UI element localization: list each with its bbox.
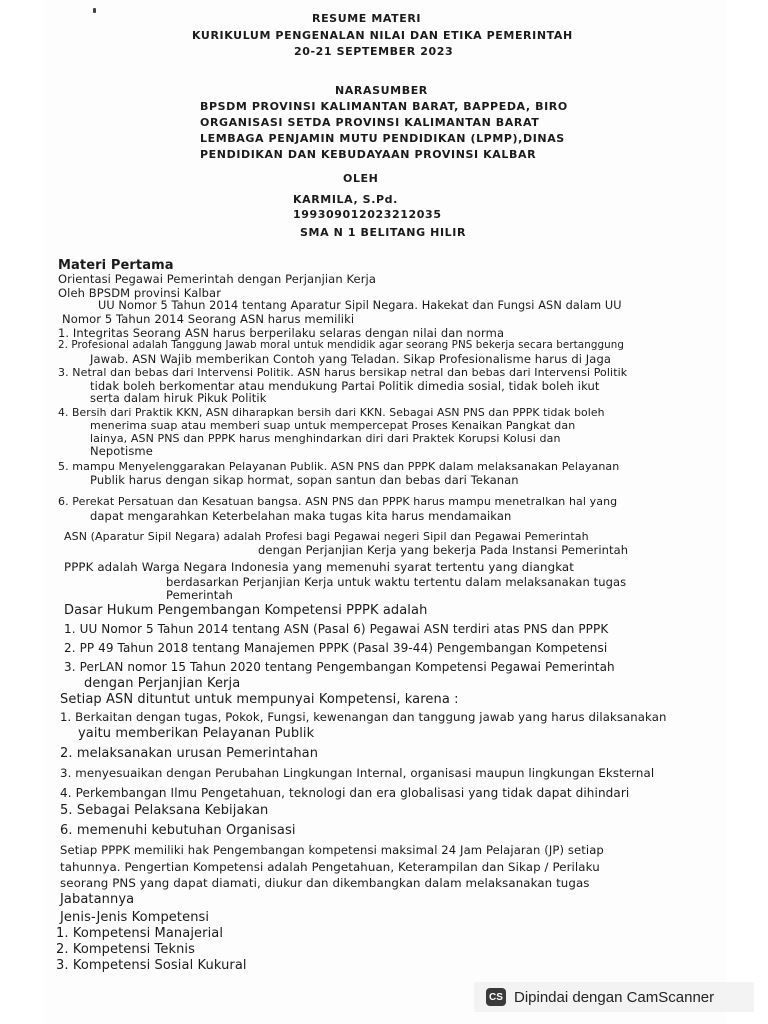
list-item: 3. Netral dan bebas dari Intervensi Politik. ASN harus bersikap netral dan bebas dari Intervensi Politik bbox=[58, 366, 628, 379]
camscanner-logo-icon: CS bbox=[486, 988, 506, 1006]
text-line: serta dalam hiruk Pikuk Politik bbox=[90, 391, 267, 405]
list-item: 4. Perkembangan Ilmu Pengetahuan, teknologi dan era globalisasi yang tidak dapat dihindari bbox=[60, 786, 630, 800]
list-item: 5. mampu Menyelenggarakan Pelayanan Publik. ASN PNS dan PPPK dalam melaksanakan Pelayanan bbox=[58, 460, 620, 473]
list-item: 4. Bersih dari Praktik KKN, ASN diharapkan bersih dari KKN. Sebagai ASN PNS dan PPPK tidak boleh bbox=[58, 406, 605, 419]
list-item: 3. Kompetensi Sosial Kukural bbox=[56, 958, 247, 973]
list-item: 3. menyesuaikan dengan Perubahan Lingkungan Internal, organisasi maupun lingkungan Eksternal bbox=[60, 766, 655, 780]
text-line: UU Nomor 5 Tahun 2014 tentang Aparatur Sipil Negara. Hakekat dan Fungsi ASN dalam UU bbox=[98, 299, 622, 312]
document-subtitle: KURIKULUM PENGENALAN NILAI DAN ETIKA PEMERINTAH bbox=[192, 29, 573, 42]
list-item: 5. Sebagai Pelaksana Kebijakan bbox=[60, 803, 269, 818]
text-line: tahunnya. Pengertian Kompetensi adalah Pengetahuan, Keterampilan dan Sikap / Perilaku bbox=[60, 860, 600, 874]
list-item: 2. melaksanakan urusan Pemerintahan bbox=[60, 746, 319, 761]
list-item: 1. Integritas Seorang ASN harus berperilaku selaras dengan nilai dan norma bbox=[58, 326, 505, 340]
narasumber-heading: NARASUMBER bbox=[335, 84, 428, 97]
document-date: 20-21 SEPTEMBER 2023 bbox=[294, 45, 454, 58]
text-line: Jawab. ASN Wajib memberikan Contoh yang Teladan. Sikap Profesionalisme harus di Jaga bbox=[90, 352, 611, 366]
author-name: KARMILA, S.Pd. bbox=[293, 193, 398, 206]
narasumber-line: PENDIDIKAN DAN KEBUDAYAAN PROVINSI KALBAR bbox=[200, 148, 537, 161]
ink-mark bbox=[93, 8, 96, 13]
camscanner-watermark bbox=[474, 982, 754, 1012]
section-heading: Setiap ASN dituntut untuk mempunyai Kompetensi, karena : bbox=[60, 692, 459, 707]
list-item: 3. PerLAN nomor 15 Tahun 2020 tentang Pengembangan Kompetensi Pegawai Pemerintah bbox=[64, 660, 615, 674]
text-line: tidak boleh berkomentar atau mendukung Partai Politik dimedia sosial, tidak boleh ikut bbox=[90, 379, 600, 393]
list-item: 1. Berkaitan dengan tugas, Pokok, Fungsi, kewenangan dan tanggung jawab yang harus dilaksanakan bbox=[60, 710, 667, 724]
text-line: Oleh BPSDM provinsi Kalbar bbox=[58, 286, 222, 300]
text-line: dapat mengarahkan Keterbelahan maka tugas kita harus mendamaikan bbox=[90, 509, 512, 523]
author-nip: 199309012023212035 bbox=[293, 208, 442, 221]
document-title: RESUME MATERI bbox=[312, 12, 422, 25]
list-item: 2. Kompetensi Teknis bbox=[56, 942, 196, 957]
text-line: lainya, ASN PNS dan PPPK harus menghindarkan diri dari Praktek Korupsi Kolusi dan bbox=[90, 432, 561, 445]
definition-line: PPPK adalah Warga Negara Indonesia yang memenuhi syarat tertentu yang diangkat bbox=[64, 560, 574, 574]
section-heading: Dasar Hukum Pengembangan Kompetensi PPPK adalah bbox=[64, 603, 428, 618]
oleh-label: OLEH bbox=[343, 172, 379, 185]
list-item: 1. UU Nomor 5 Tahun 2014 tentang ASN (Pasal 6) Pegawai ASN terdiri atas PNS dan PPPK bbox=[64, 622, 609, 636]
text-line: Publik harus dengan sikap hormat, sopan santun dan bebas dari Tekanan bbox=[90, 473, 519, 487]
text-line: Pemerintah bbox=[166, 588, 233, 602]
text-line: yaitu memberikan Pelayanan Publik bbox=[78, 726, 315, 741]
text-line: Jabatannya bbox=[60, 892, 135, 907]
text-line: dengan Perjanjian Kerja yang bekerja Pada Instansi Pemerintah bbox=[258, 543, 629, 557]
definition-line: ASN (Aparatur Sipil Negara) adalah Profesi bagi Pegawai negeri Sipil dan Pegawai Pemerintah bbox=[64, 530, 589, 543]
text-line: Setiap PPPK memiliki hak Pengembangan kompetensi maksimal 24 Jam Pelajaran (JP) setiap bbox=[60, 843, 604, 857]
list-item: 2. PP 49 Tahun 2018 tentang Manajemen PPPK (Pasal 39-44) Pengembangan Kompetensi bbox=[64, 641, 608, 655]
section-heading: Materi Pertama bbox=[58, 258, 174, 273]
narasumber-line: BPSDM PROVINSI KALIMANTAN BARAT, BAPPEDA, BIRO bbox=[200, 100, 568, 113]
list-item: 1. Kompetensi Manajerial bbox=[56, 926, 224, 941]
text-line: menerima suap atau memberi suap untuk mempercepat Proses Kenaikan Pangkat dan bbox=[90, 419, 576, 432]
text-line: berdasarkan Perjanjian Kerja untuk waktu tertentu dalam melaksanakan tugas bbox=[166, 575, 627, 589]
section-heading: Jenis-Jenis Kompetensi bbox=[60, 910, 210, 925]
text-line: seorang PNS yang dapat diamati, diukur dan dikembangkan dalam melaksanakan tugas bbox=[60, 876, 590, 890]
text-line: Nomor 5 Tahun 2014 Seorang ASN harus memiliki bbox=[62, 312, 355, 326]
camscanner-text: Dipindai dengan CamScanner bbox=[514, 988, 715, 1006]
text-line: Nepotisme bbox=[90, 444, 153, 458]
list-item: 6. memenuhi kebutuhan Organisasi bbox=[60, 823, 296, 838]
text-line: dengan Perjanjian Kerja bbox=[84, 676, 241, 691]
list-item: 6. Perekat Persatuan dan Kesatuan bangsa. ASN PNS dan PPPK harus mampu menetralkan hal yang bbox=[58, 495, 618, 508]
narasumber-line: LEMBAGA PENJAMIN MUTU PENDIDIKAN (LPMP),DINAS bbox=[200, 132, 565, 145]
author-school: SMA N 1 BELITANG HILIR bbox=[300, 226, 467, 239]
text-line: Orientasi Pegawai Pemerintah dengan Perjanjian Kerja bbox=[58, 272, 376, 286]
list-item: 2. Profesional adalah Tanggung Jawab moral untuk mendidik agar seorang PNS bekerja secara bertanggung bbox=[58, 339, 624, 351]
narasumber-line: ORGANISASI SETDA PROVINSI KALIMANTAN BARAT bbox=[200, 116, 540, 129]
